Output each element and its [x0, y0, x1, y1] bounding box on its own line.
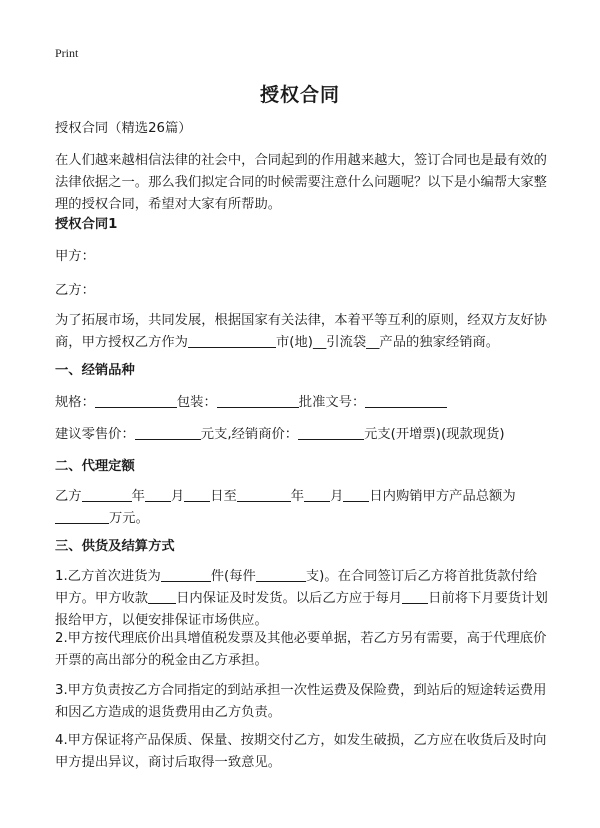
- print-link[interactable]: Print: [55, 46, 79, 60]
- clause-text: 件(每件: [210, 569, 256, 584]
- section-3-heading: 三、供货及结算方式: [55, 539, 175, 554]
- blank-field: [402, 589, 428, 604]
- party-a-line: 甲方：: [55, 249, 95, 264]
- quota-text: 年: [131, 489, 145, 504]
- blank-field: [82, 487, 132, 502]
- clause-3-4: 4.甲方保证将产品保质、保量、按期交付乙方，如发生破损，乙方应在收货后及时向甲方提出异议，商讨后取得一致意见。: [55, 733, 547, 770]
- blank-field: [304, 487, 330, 502]
- dealer-blank: [298, 425, 364, 440]
- blank-field: [55, 509, 109, 524]
- clause-text: 日前将下月要货计划报给甲方，以便安排保证市场供应。: [55, 591, 548, 628]
- blank-field: [148, 589, 176, 604]
- subtitle: 授权合同（精选26篇）: [55, 121, 192, 136]
- quota-text: 乙方: [55, 489, 82, 504]
- quota-text: 年: [290, 489, 305, 504]
- blank-field: [145, 487, 171, 502]
- party-b-line: 乙方：: [55, 283, 95, 298]
- approval-label: 批准文号：: [298, 395, 366, 410]
- blank-field: [237, 487, 291, 502]
- spec-blank: [95, 393, 177, 408]
- pack-blank: [217, 393, 299, 408]
- clause-intro-paragraph: [55, 310, 550, 354]
- clause-text: 日内保证及时发货。以后乙方应于每月: [176, 591, 403, 606]
- clause-3-1: [55, 566, 550, 632]
- page-title: 授权合同: [259, 84, 340, 106]
- blank-field: [184, 487, 210, 502]
- retail-unit: 元支,经销商价：: [200, 427, 299, 442]
- clause-3-3: 3.甲方负责按乙方合同指定的到站承担一次性运费及保险费，到站后的短途转运费用和因乙方造成的退货费用由乙方负责。: [55, 683, 547, 720]
- quota-paragraph: [55, 486, 550, 530]
- quota-text: 日内购销甲方产品总额为: [369, 489, 516, 504]
- contract-1-heading: 授权合同1: [55, 217, 118, 232]
- blank-field: [161, 567, 211, 582]
- blank-field: [256, 567, 306, 582]
- blank-field: [343, 487, 369, 502]
- spec-label: 规格：: [55, 395, 95, 410]
- clause-intro-text-2: 市(地)__引流袋__产品的独家经销商。: [275, 335, 500, 350]
- clause-text: 1.乙方首次进货为: [55, 569, 161, 584]
- retail-blank: [135, 425, 201, 440]
- quota-text: 日至: [210, 489, 237, 504]
- section-2-heading: 二、代理定额: [55, 459, 135, 474]
- quota-text: 月: [170, 489, 185, 504]
- quota-text: 万元。: [109, 511, 149, 526]
- clause-3-2: 2.甲方按代理底价出具增值税发票及其他必要单据，若乙方另有需要，高于代理底价开票的高出部分的税金由乙方承担。: [55, 631, 547, 668]
- approval-blank: [365, 393, 447, 408]
- pack-label: 包装：: [176, 395, 217, 410]
- blank-field: [188, 333, 276, 348]
- quota-text: 月: [330, 489, 344, 504]
- dealer-unit: 元支(开增票)(现款现货): [364, 427, 505, 442]
- intro-paragraph: 在人们越来越相信法律的社会中，合同起到的作用越来越大，签订合同也是最有效的法律依据之一。那么我们拟定合同的时候需要注意什么问题呢？以下是小编帮大家整理的授权合同，希望对大家有所帮助。: [55, 153, 547, 212]
- clause-intro-text-1: 为了拓展市场，共同发展，根据国家有关法律，本着平等互利的原则，经双方友好协商，甲方授权乙方作为: [55, 313, 547, 350]
- section-1-heading: 一、经销品种: [55, 363, 135, 378]
- spec-line: [55, 392, 550, 414]
- retail-label: 建议零售价：: [55, 427, 135, 442]
- clause-text: 支)。在合同签订后乙方将首批货款付给甲方。甲方收款: [55, 569, 538, 606]
- price-line: [55, 424, 550, 446]
